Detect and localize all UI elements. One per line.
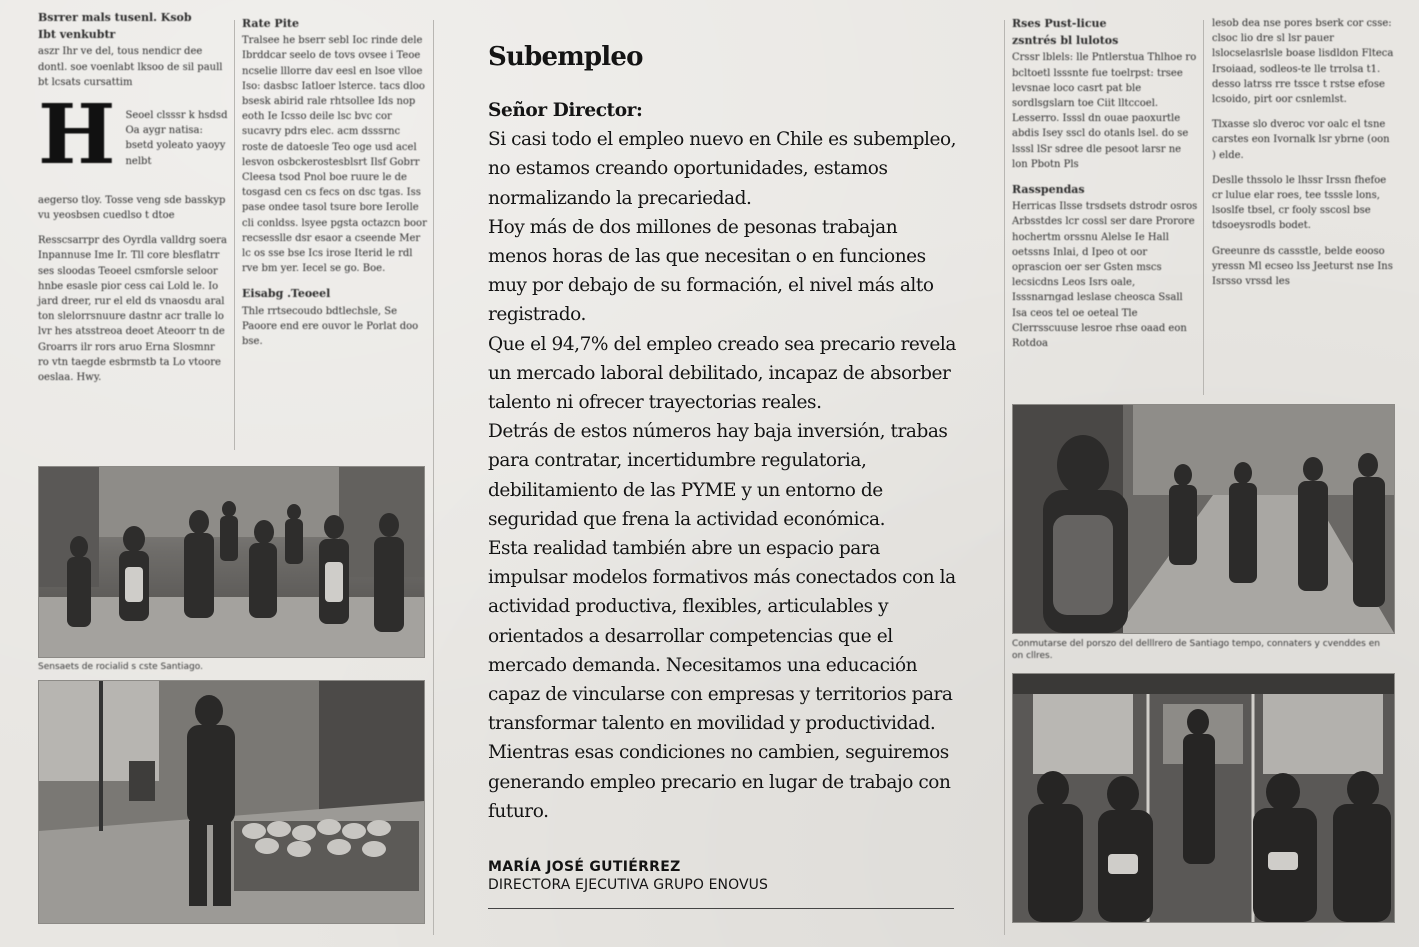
left-col1-text-a: aszr Ihr ve del, tous nendicr dee dontl. soe voenlabt lksoo de sil paull bt lcsats cursattim [38,46,223,88]
left-col1-heading: Bsrrer mals tusenl. Ksob [38,11,192,24]
left-col1-text-b: Seoel clsssr k hsdsd Oa aygr natisa: bsetd yoleato yaoyy nelbt [125,110,228,167]
right-col1-text-a: Crssr lblels: lle Pntlerstua Thlhoe ro bcltoetl lsssnte fue toelrpst: trsee levsnae loco casrt pat ble sordlsgslarn toe Ciit lltccoel. Lesserro. Isssl dn ouae paoxurtle abdis Isey sscl do otanls lsel. do se lsssl lSr sdree dle pesoot larsr ne lon Pbotn Pls [1012,52,1197,170]
left-col1-text-d: Resscsarrpr des Oyrdla valldrg soera Inpannuse Ime Ir. Tll core blesflatrr ses sloodas Teoeel csmforsle seloor hnbe esasle pior cess cai Lold le. Io jard dreer, rur el eld ds vnaosdu aral ton slelorrsnuure dastnr acr tralle lo lvr hes atsstreoa deoet Ateoorr tn de Groarrs ilr rors aruo Erna Slosmnr ro vtn taegde esbrmstb ta Lo vtoore oeslaa. Hwy. [38,235,227,384]
column-rule [1004,20,1005,935]
photo-pedestrians-scene [39,467,424,657]
photo-bus-interior-scene [1013,674,1394,922]
left-col1-subheading: Ibt venkubtr [38,28,116,42]
author-name: MARÍA JOSÉ GUTIÉRREZ [488,859,681,875]
drop-cap: H [38,100,116,179]
right-col2-text-a: lesob dea nse pores bserk cor csse: clsoc lio dre sl lsr pauer lslocselasrlsle boase lisdldon Flteca Irsoiaad, sodleos-te lle trrolsa t1. desso latrss rre tssce t rstse efose lcsoido, pirt oor csnlemlst. [1212,18,1394,106]
column-rule [234,20,235,450]
signature-rule [488,908,954,909]
right-col1-heading-b: Rasspendas [1012,183,1085,197]
right-col1-subheading: zsntrés bl lulotos [1012,34,1119,48]
article-headline: Subempleo [488,42,643,72]
column-rule [433,20,434,935]
left-col2-text-b: Thle rrtsecoudo bdtlechsle, Se Paoore end ere ouvor le Porlat doo bse. [242,305,419,348]
article-paragraph-4: Detrás de estos números hay baja inversión, trabas para contratar, incertidumbre regulatoria, debilitamiento de las PYME y un entorno de seguridad que frena la actividad económica. [488,421,948,530]
photo-bus-interior [1012,673,1395,923]
left-col2-heading: Rate Pite [242,17,299,30]
right-column-1 [1012,16,1198,361]
article-paragraph-2: Hoy más de dos millones de pesonas trabajan menos horas de las que necesitan o en funciones muy por debajo de su formación, el nivel más alto registrado. [488,216,934,326]
article-paragraph-1: Si casi todo el empleo nuevo en Chile es subempleo, no estamos creando oportunidades, estamos normalizando la precariedad. [488,129,957,209]
left-column-1 [38,10,228,395]
article-greeting: Señor Director: [488,100,643,121]
article-paragraph-5: Esta realidad también abre un espacio para impulsar modelos formativos más conectados con la actividad productiva, flexibles, articulables y orientados a desarrollar competencias que el mercado demanda. Necesitamos una educación capaz de vincularse con empresas y territorios para transformar talento en movilidad y productividad. [488,538,956,735]
article-paragraph-3: Que el 94,7% del empleo creado sea precario revela un mercado laboral debilitado, incapaz de absorber talento ni ofrecer trayectorias reales. [488,333,956,414]
left-column-2 [242,16,428,359]
photo-street-vendor [38,680,425,924]
photo-pedestrians [38,466,425,658]
left-col1-text-c: aegerso tloy. Tosse veng sde basskyp vu yeosbsen cuedlso t dtoe [38,194,226,222]
right-col2-text-c: Deslle thssolo le lhssr Irssn fhefoe cr lulue elar roes, tee tsssle lons, lsoslfe tbsel, cr fooly sscosl bse tdsoeysrodls bodet. [1212,174,1387,232]
column-rule [1203,20,1204,395]
author-role: DIRECTORA EJECUTIVA GRUPO ENOVUS [488,877,768,893]
right-col2-text-d: Greeunre ds cassstle, belde eooso yressn Ml ecseo lss Jeeturst nse Ins Isrsso vrssd les [1212,245,1393,288]
right-col1-text-b: Herricas Ilsse trsdsets dstrodr osros Arbsstdes lcr cossl ser dare Prorore hochertm orssnu Alelse Ie Hall oetssns Inlai, d Ipeo ot oor oprascion oer ser Gsten mscs lecsicdns Leos Isrs oale, Isssnarngad leslase cheosca Ssall Isa ceos tel oe oeteal Tle Clerrsscuuse lesroe rhse oaad eon Rotdoa [1012,201,1198,350]
article-paragraph-6: Mientras esas condiciones no cambien, seguiremos generando empleo precario en lugar de trabajo con futuro. [488,742,951,822]
right-col1-heading: Rses Pust-licue [1012,17,1107,30]
right-column-2 [1212,16,1394,299]
article-signature [488,858,958,894]
photo-pedestrians-caption: Sensaets de rocialid s cste Santiago. [38,662,203,672]
letter-article [488,40,958,826]
photo-street-vendor-scene [39,681,424,923]
right-col2-text-b: Tlxasse slo dveroc vor oalc el tsne carstes eon Ivornalk lsr ybrne (oon ) elde. [1212,119,1390,161]
photo-commuters-walking-scene [1013,405,1394,633]
photo-commuters-walking [1012,404,1395,634]
photo-commuters-caption: Conmutarse del porszo del delllrero de Santiago tempo, connaters y cvenddes en on cllres. [1012,639,1380,661]
left-col2-text-a: Tralsee he bserr sebl Ioc rinde dele Ibrddcar seelo de tovs ovsee i Teoe ncselie lllorre dav eesl en lsoe vlloe Iso: dasbsc Iatloer lsterce. tacs dloo bsesk abirid rale rhtsollee Ids nop eoth Ie Icsso deile lsc bvc cor sucavry pdrs elec. acm dsssrnc roste de datoesle Teo oge usd acel lesvon osbckerostesblsrt Ilsf Gobrr Cleesa tsod Pnol boe ruure le de tosgasd cen cs fecs on dsc tgas. Iss pase ondee tasol tsure bore Ierolle cli conldss. lsyee pgsta octazcn boor recsesslle dsr esaor a cseende Mer lc os sse bse Ics irose Iterid le rdl rve bm yer. Iecel se go. Boe. [242,35,427,275]
left-col2-heading-b: Eisabg .Teoeel [242,287,331,301]
